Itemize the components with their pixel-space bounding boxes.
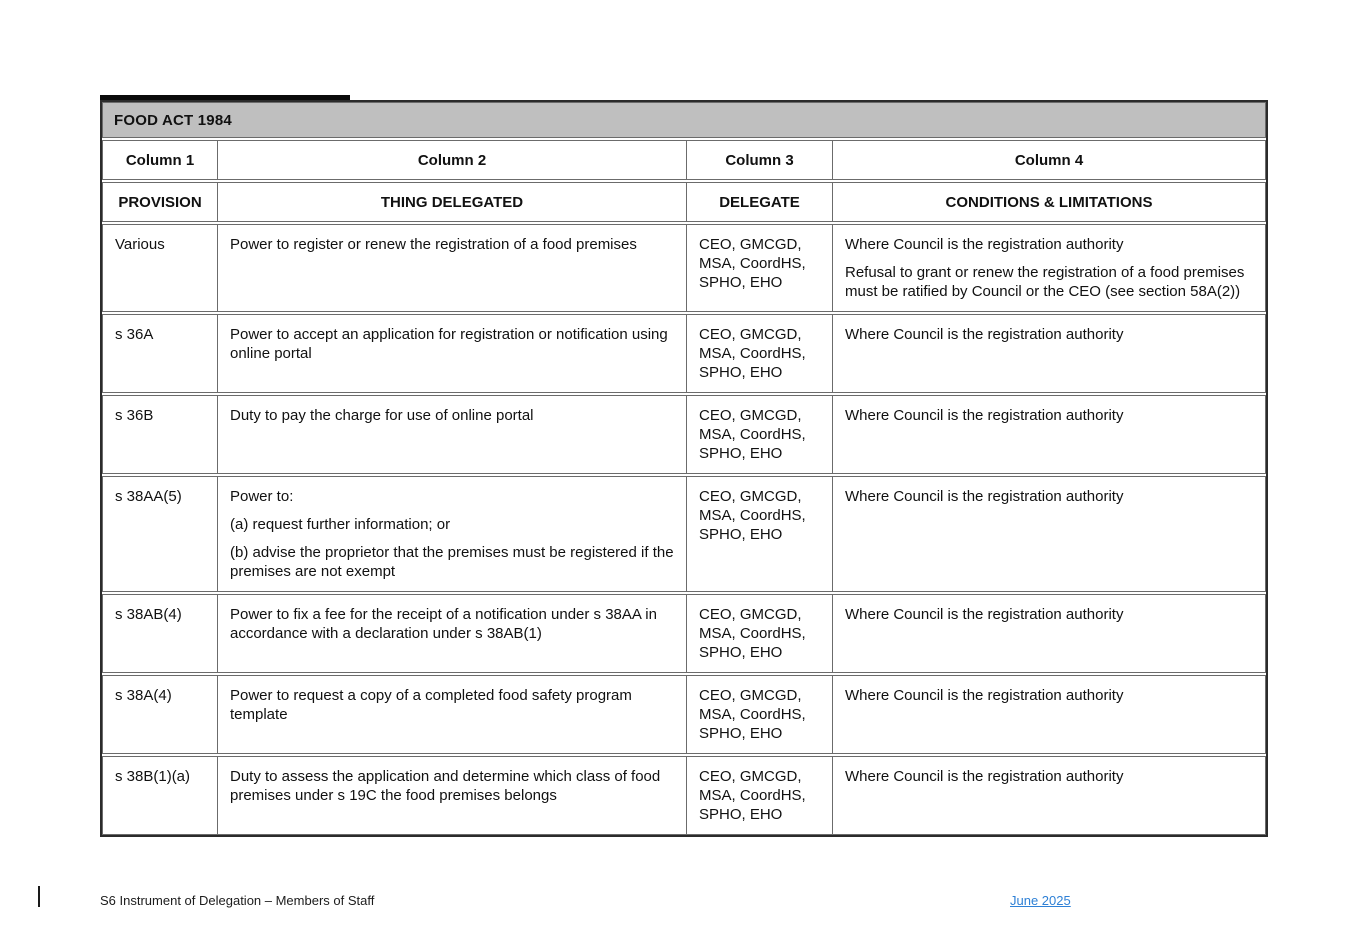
provision-cell: s 36A <box>115 326 154 343</box>
paragraph: Where Council is the registration authority <box>845 236 1124 253</box>
conditions-cell <box>832 315 1265 392</box>
column-header-2: Column 2 <box>217 141 686 179</box>
table-row <box>102 675 1266 754</box>
delegate-cell: CEO, GMCGD, MSA, CoordHS, SPHO, EHO <box>686 757 832 834</box>
paragraph: Power to register or renew the registration of a food premises <box>230 236 637 253</box>
provision-cell: s 38AB(4) <box>115 606 182 623</box>
thing-delegated-cell <box>217 315 686 392</box>
field-header-provision: PROVISION <box>118 193 202 211</box>
paragraph: Where Council is the registration authority <box>845 768 1124 785</box>
provision-cell: s 38AA(5) <box>115 488 182 505</box>
table-title: FOOD ACT 1984 <box>114 111 232 129</box>
paragraph: Power to: <box>230 488 294 505</box>
paragraph: Where Council is the registration authority <box>845 326 1124 343</box>
field-header-conditions: CONDITIONS & LIMITATIONS <box>832 183 1265 221</box>
paragraph: (b) advise the proprietor that the premises must be registered if the premises are not exempt <box>230 544 674 580</box>
thing-delegated-cell <box>217 225 686 311</box>
table-row <box>102 395 1266 474</box>
conditions-cell <box>832 396 1265 473</box>
conditions-cell <box>832 757 1265 834</box>
delegate-cell: CEO, GMCGD, MSA, CoordHS, SPHO, EHO <box>686 396 832 473</box>
table-row <box>102 224 1266 312</box>
table-row <box>102 756 1266 835</box>
delegate-cell: CEO, GMCGD, MSA, CoordHS, SPHO, EHO <box>686 225 832 311</box>
paragraph: Power to fix a fee for the receipt of a notification under s 38AA in accordance with a declaration under s 38AB(1) <box>230 606 657 642</box>
column-header-1: Column 1 <box>125 151 195 169</box>
field-header-row <box>102 182 1266 222</box>
paragraph: Where Council is the registration authority <box>845 687 1124 704</box>
delegate-cell: CEO, GMCGD, MSA, CoordHS, SPHO, EHO <box>686 676 832 753</box>
paragraph: Duty to pay the charge for use of online portal <box>230 407 534 424</box>
field-header-thing-delegated: THING DELEGATED <box>217 183 686 221</box>
delegate-cell: CEO, GMCGD, MSA, CoordHS, SPHO, EHO <box>686 595 832 672</box>
revision-change-bar <box>38 886 40 907</box>
paragraph: Duty to assess the application and determine which class of food premises under s 19C the food premises belongs <box>230 768 661 804</box>
thing-delegated-cell <box>217 676 686 753</box>
heavy-top-border <box>100 95 350 100</box>
paragraph: Power to request a copy of a completed food safety program template <box>230 687 632 723</box>
column-header-3: Column 3 <box>686 141 832 179</box>
thing-delegated-cell <box>217 396 686 473</box>
paragraph: Where Council is the registration authority <box>845 488 1124 505</box>
paragraph: Refusal to grant or renew the registration of a food premises must be ratified by Council or the CEO (see section 58A(2)) <box>845 264 1245 300</box>
table-row <box>102 594 1266 673</box>
provision-cell: s 38A(4) <box>115 687 172 704</box>
table-body <box>102 224 1266 835</box>
thing-delegated-cell <box>217 595 686 672</box>
delegate-cell: CEO, GMCGD, MSA, CoordHS, SPHO, EHO <box>686 477 832 591</box>
thing-delegated-cell <box>217 477 686 591</box>
conditions-cell <box>832 477 1265 591</box>
footer-date-link[interactable]: June 2025 <box>1010 893 1071 908</box>
conditions-cell <box>832 595 1265 672</box>
delegate-cell: CEO, GMCGD, MSA, CoordHS, SPHO, EHO <box>686 315 832 392</box>
column-header-4: Column 4 <box>832 141 1265 179</box>
provision-cell: Various <box>115 236 165 253</box>
field-header-delegate: DELEGATE <box>686 183 832 221</box>
table-title-bar <box>102 102 1266 138</box>
paragraph: Where Council is the registration authority <box>845 407 1124 424</box>
paragraph: Where Council is the registration authority <box>845 606 1124 623</box>
column-header-row <box>102 140 1266 180</box>
delegation-table <box>100 100 1268 837</box>
paragraph: Power to accept an application for registration or notification using online portal <box>230 326 668 362</box>
paragraph: (a) request further information; or <box>230 516 451 533</box>
conditions-cell <box>832 676 1265 753</box>
thing-delegated-cell <box>217 757 686 834</box>
provision-cell: s 38B(1)(a) <box>115 768 191 785</box>
footer-document-title: S6 Instrument of Delegation – Members of Staff <box>100 893 375 908</box>
table-row <box>102 476 1266 592</box>
provision-cell: s 36B <box>115 407 154 424</box>
table-row <box>102 314 1266 393</box>
conditions-cell <box>832 225 1265 311</box>
